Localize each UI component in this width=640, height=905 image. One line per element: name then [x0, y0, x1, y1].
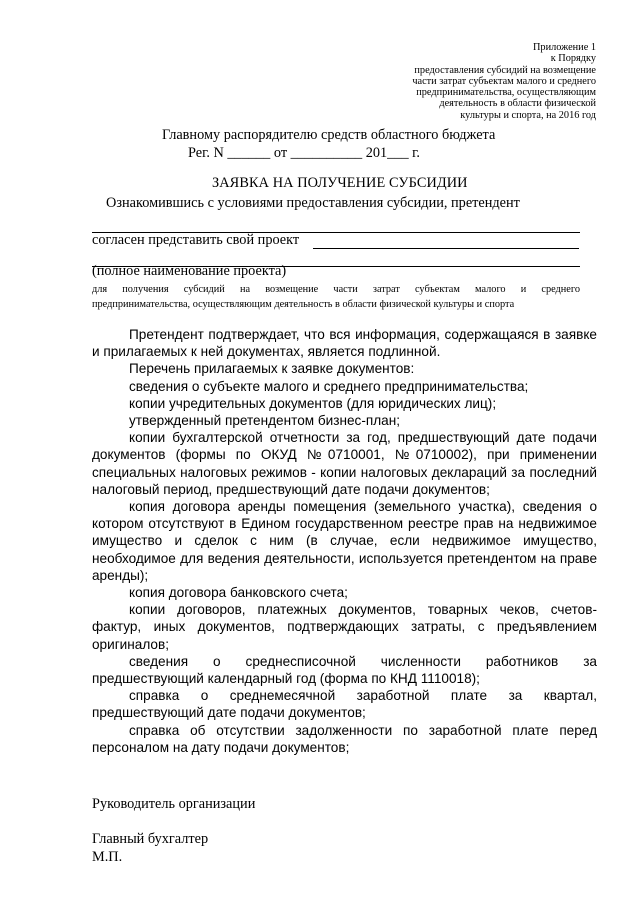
agree-text: согласен представить свой проект — [92, 232, 300, 248]
registration-line: Рег. N ______ от __________ 201___ г. — [188, 145, 421, 161]
project-description-line: предпринимательства, осуществляющим деятельность в области физической культуры и спорта — [92, 299, 515, 310]
confirmation-paragraph: Претендент подтверждает, что вся информация, содержащаяся в заявке и прилагаемых к ней документах, является подлинной. — [92, 327, 597, 360]
appendix-line: Приложение 1 — [533, 42, 596, 53]
addressee: Главному распорядителю средств областного бюджета — [162, 127, 496, 143]
appendix-line: деятельность в области физической — [439, 98, 596, 110]
appendix-block — [296, 42, 596, 121]
intro-text: Ознакомившись с условиями предоставления субсидии, претендент — [106, 195, 520, 211]
appendix-line: предоставления субсидий на возмещение — [414, 64, 596, 76]
project-description — [92, 282, 580, 312]
signature-accountant: Главный бухгалтер — [92, 831, 209, 847]
document-item: копия договора банковского счета; — [129, 585, 348, 601]
document-item: утвержденный претендентом бизнес-план; — [129, 413, 401, 429]
document-item: копии договоров, платежных документов, товарных чеков, счетов-фактур, иных документов, подтверждающих затраты, с предъявлением оригиналов; — [92, 602, 597, 652]
blank-line-project — [313, 248, 579, 249]
document-item: копия договора аренды помещения (земельного участка), сведения о котором отсутствуют в Едином государственном реестре прав на недвижимое имущество и сделок с ним (в случае, если недвижимое имущество, необходимое для ведения деятельности, используется претендентом на праве аренды); — [92, 499, 597, 583]
appendix-line: части затрат субъектам малого и среднего — [412, 75, 596, 87]
stamp-place: М.П. — [92, 849, 123, 865]
document-item: справка о среднемесячной заработной плате за квартал, предшествующий дате подачи документов; — [92, 688, 597, 721]
document-title: ЗАЯВКА НА ПОЛУЧЕНИЕ СУБСИДИИ — [212, 175, 468, 191]
project-description-line: для получения субсидий на возмещение части затрат субъектам малого и среднего — [92, 284, 580, 295]
appendix-line: культуры и спорта, на 2016 год — [460, 109, 596, 121]
document-item: справка об отсутствии задолженности по заработной плате перед персоналом на дату подачи документов; — [92, 722, 597, 755]
signature-head: Руководитель организации — [92, 796, 256, 812]
document-item: копии учредительных документов (для юридических лиц); — [129, 395, 497, 411]
appendix-line: к Порядку — [550, 53, 596, 65]
document-item: сведения о среднесписочной численности работников за предшествующий календарный год (форма по КНД 1110018); — [92, 653, 597, 687]
documents-list-intro: Перечень прилагаемых к заявке документов: — [129, 361, 415, 377]
appendix-line: предпринимательства, осуществляющим — [416, 87, 596, 99]
project-name-label: (полное наименование проекта) — [92, 263, 287, 279]
document-item: копии бухгалтерской отчетности за год, предшествующий дате подачи документов (формы по ОКУД №0710001, №0710002), при применении специальных налоговых режимов - копии налоговых деклараций за последний налоговый период, предшествующий дате подачи документов; — [92, 430, 597, 497]
application-body — [92, 326, 597, 756]
document-item: сведения о субъекте малого и среднего предпринимательства; — [129, 378, 529, 394]
